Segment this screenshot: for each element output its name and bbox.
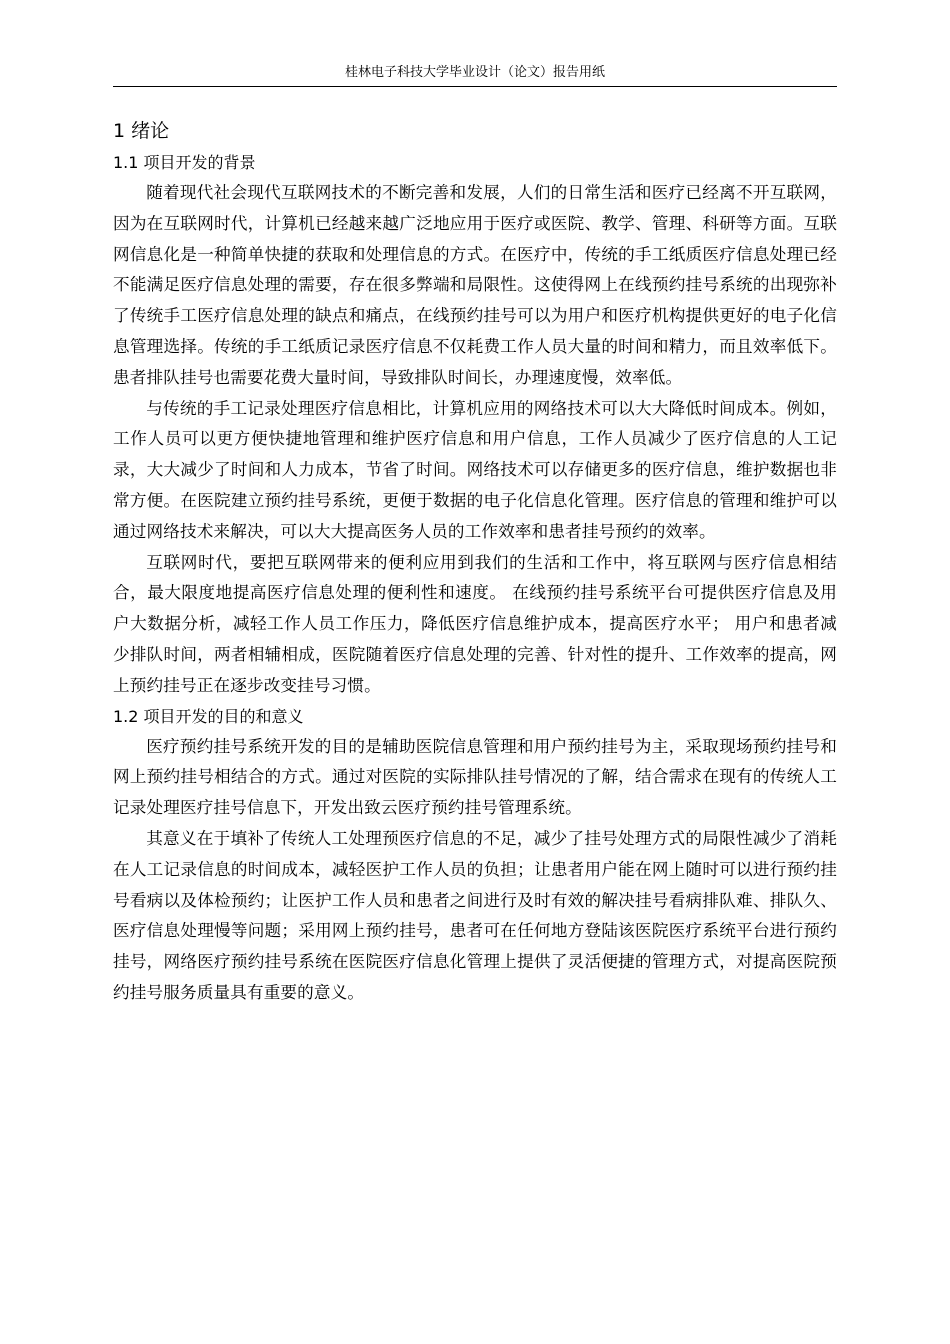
paragraph: 其意义在于填补了传统人工处理预医疗信息的不足，减少了挂号处理方式的局限性减少了消耗在人工记录信息的时间成本，减轻医护工作人员的负担；让患者用户能在网上随时可以进行预约挂号看病以及体检预约；让医护工作人员和患者之间进行及时有效的解决挂号看病排队难、排队久、医疗信息处理慢等问题；采用网上预约挂号，患者可在任何地方登陆该医院医疗系统平台进行预约挂号，网络医疗预约挂号系统在医院医疗信息化管理上提供了灵活便捷的管理方式，对提高医院预约挂号服务质量具有重要的意义。 [113, 828, 837, 1002]
paragraph: 与传统的手工记录处理医疗信息相比，计算机应用的网络技术可以大大降低时间成本。例如，工作人员可以更方便快捷地管理和维护医疗信息和用户信息，工作人员减少了医疗信息的人工记录，大大减少了时间和人力成本，节省了时间。网络技术可以存储更多的医疗信息，维护数据也非常方便。在医院建立预约挂号系统，更便于数据的电子化信息化管理。医疗信息的管理和维护可以通过网络技术来解决，可以大大提高医务人员的工作效率和患者挂号预约的效率。 [113, 398, 837, 541]
section-title-background: 1.1 项目开发的背景 [113, 153, 256, 172]
chapter-title: 1 绪论 [113, 120, 170, 142]
paragraph: 随着现代社会现代互联网技术的不断完善和发展，人们的日常生活和医疗已经离不开互联网，因为在互联网时代，计算机已经越来越广泛地应用于医疗或医院、教学、管理、科研等方面。互联网信息化是一种简单快捷的获取和处理信息的方式。在医疗中，传统的手工纸质医疗信息处理已经不能满足医疗信息处理的需要，存在很多弊端和局限性。这使得网上在线预约挂号系统的出现弥补了传统手工医疗信息处理的缺点和痛点，在线预约挂号可以为用户和医疗机构提供更好的电子化信息管理选择。传统的手工纸质记录医疗信息不仅耗费工作人员大量的时间和精力，而且效率低下。患者排队挂号也需要花费大量时间，导致排队时间长，办理速度慢，效率低。 [113, 183, 837, 387]
document-body [113, 116, 837, 1009]
paragraph: 医疗预约挂号系统开发的目的是辅助医院信息管理和用户预约挂号为主，采取现场预约挂号和网上预约挂号相结合的方式。通过对医院的实际排队挂号情况的了解，结合需求在现有的传统人工记录处理医疗挂号信息下，开发出致云医疗预约挂号管理系统。 [113, 736, 837, 818]
section-title-purpose: 1.2 项目开发的目的和意义 [113, 706, 304, 726]
page-header [113, 64, 837, 87]
page-header-text: 桂林电子科技大学毕业设计（论文）报告用纸 [344, 65, 605, 80]
paragraph: 互联网时代，要把互联网带来的便利应用到我们的生活和工作中，将互联网与医疗信息相结合，最大限度地提高医疗信息处理的便利性和速度。 在线预约挂号系统平台可提供医疗信息及用户大数据分析，减轻工作人员工作压力，降低医疗信息维护成本，提高医疗水平； 用户和患者减少排队时间，两者相辅相成，医院随着医疗信息处理的完善、针对性的提升、工作效率的提高，网上预约挂号正在逐步改变挂号习惯。 [113, 552, 837, 695]
